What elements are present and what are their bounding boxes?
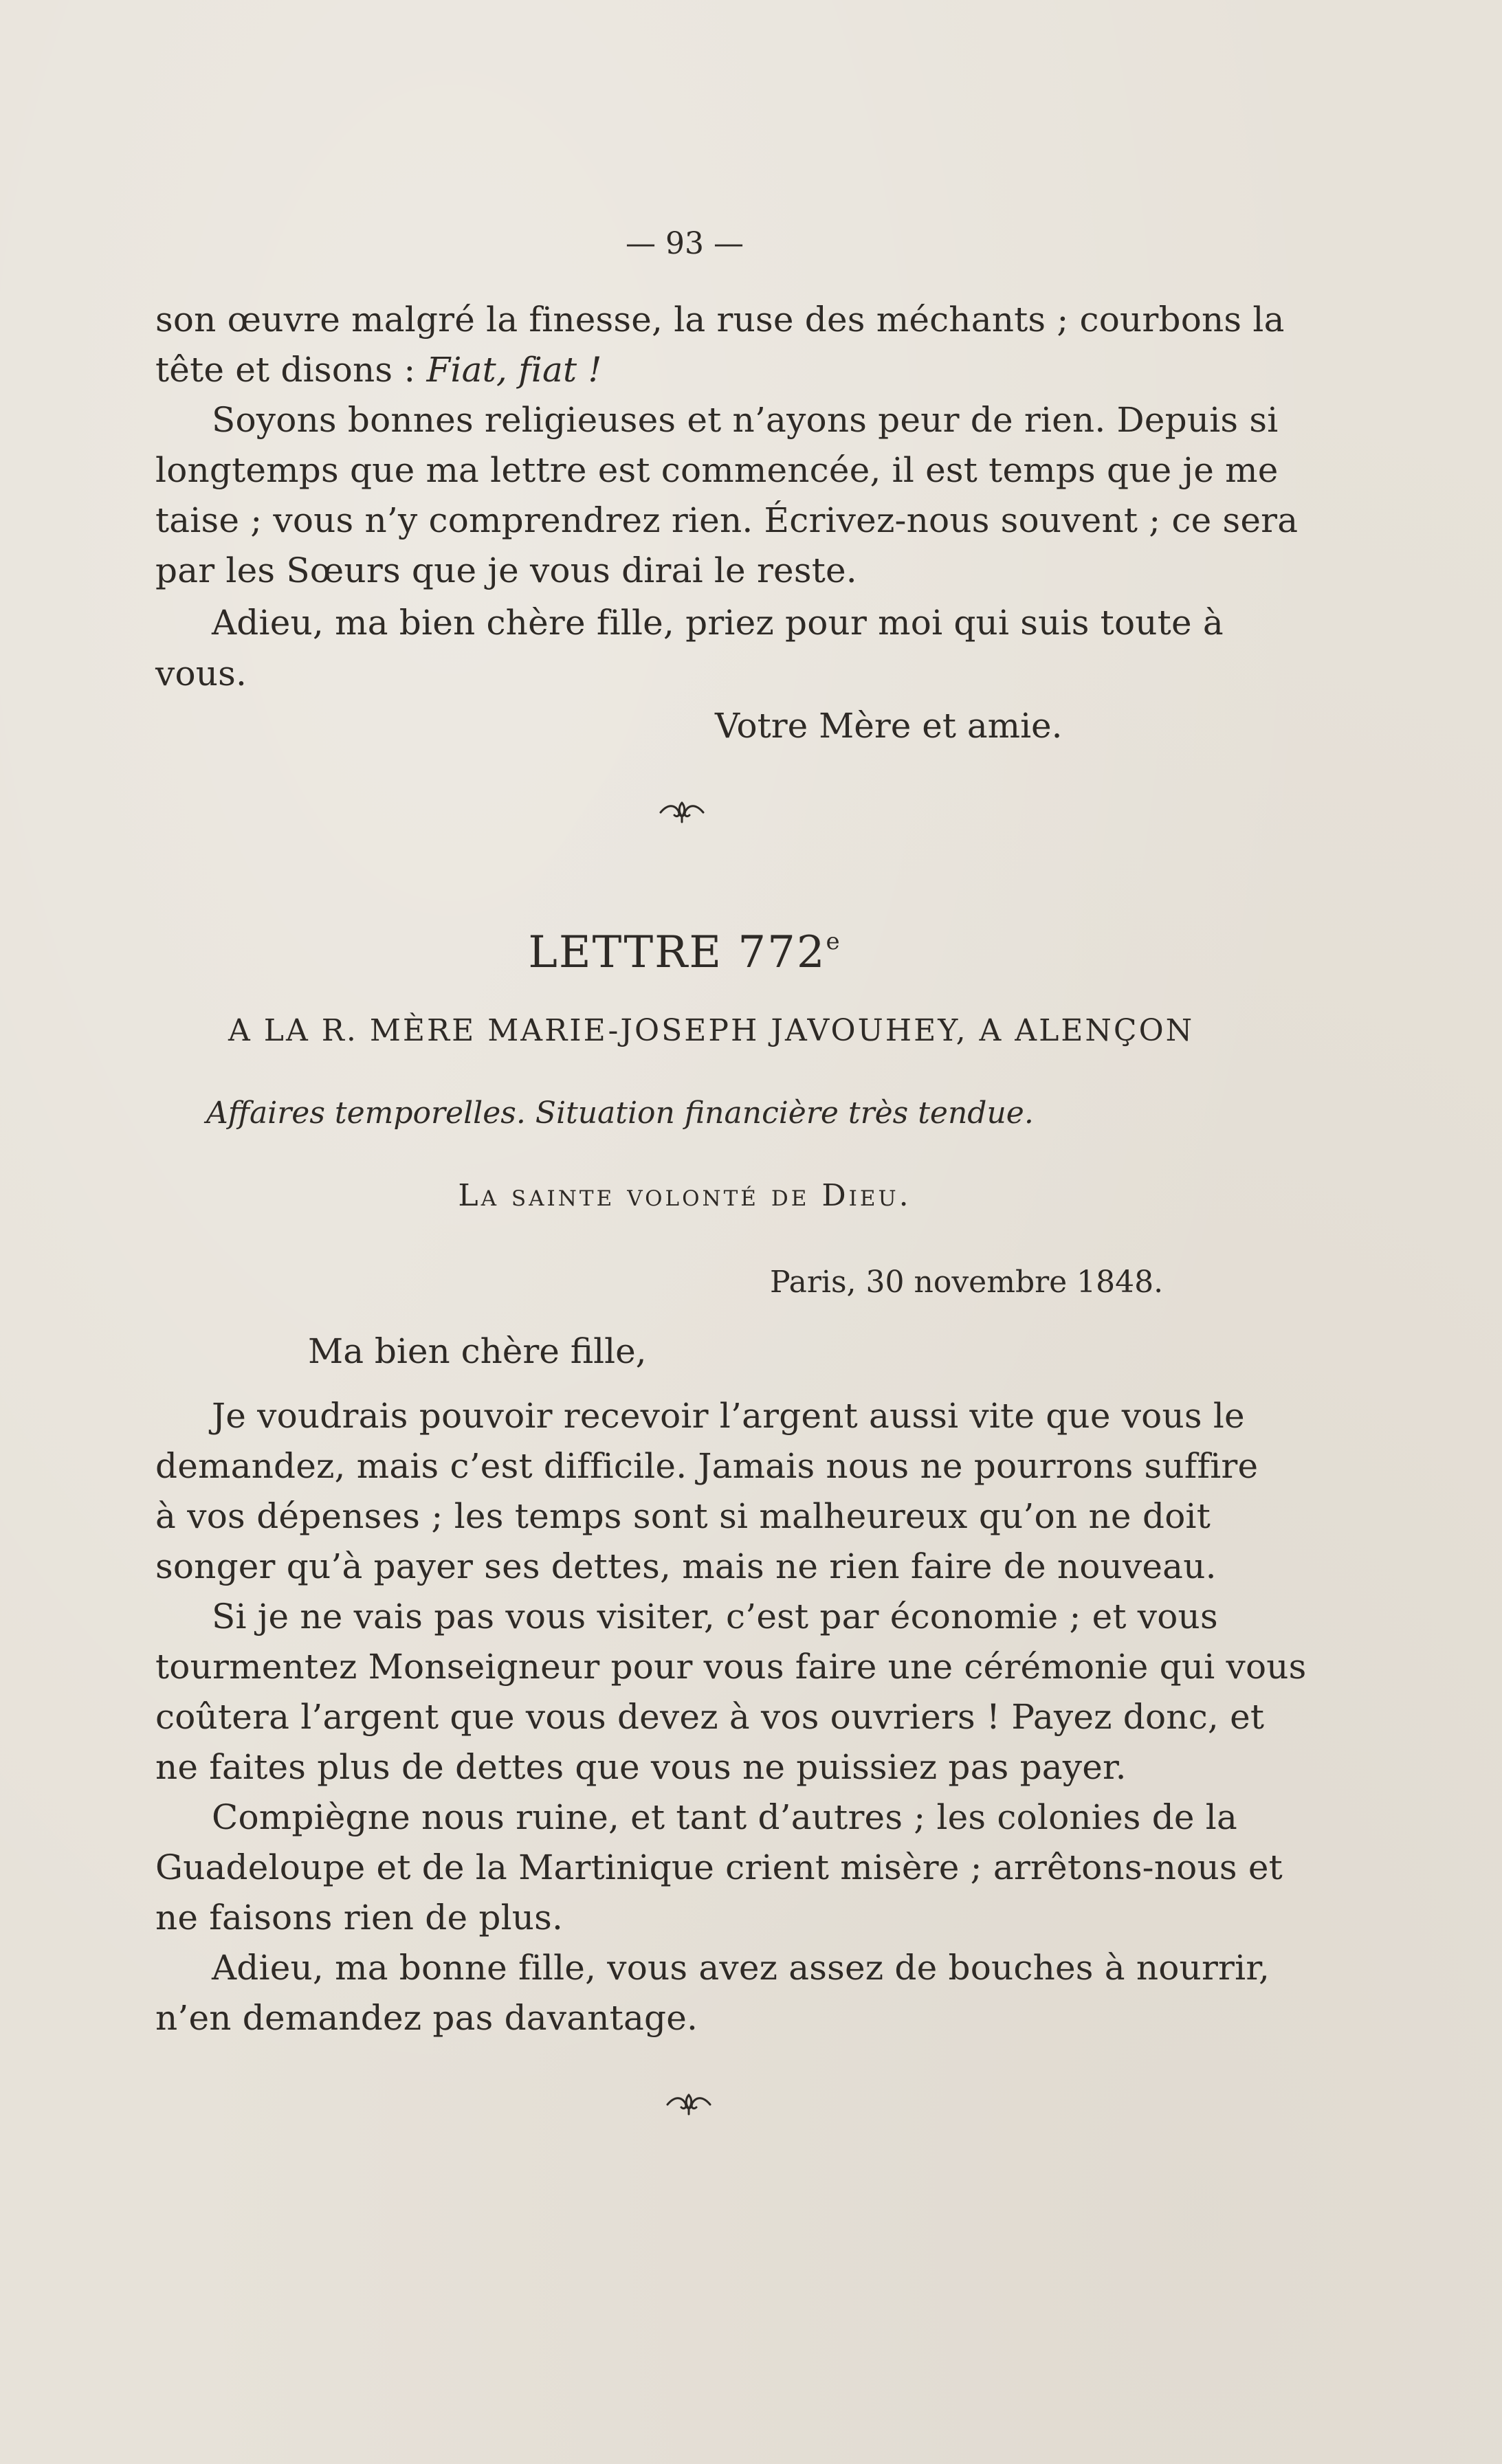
text-line: ne faisons rien de plus. xyxy=(155,1898,564,1938)
title-superscript: e xyxy=(826,928,841,955)
text-line: songer qu’à payer ses dettes, mais ne rien faire de nouveau. xyxy=(155,1546,1217,1586)
text-line: Adieu, ma bien chère fille, priez pour moi qui suis toute à xyxy=(212,603,1224,643)
addressee: A LA R. MÈRE MARIE-JOSEPH JAVOUHEY, A ALENÇON xyxy=(228,1013,1195,1048)
text-line: Soyons bonnes religieuses et n’ayons peur de rien. Depuis si xyxy=(212,400,1279,440)
text-line: son œuvre malgré la finesse, la ruse des méchants ; courbons la xyxy=(155,300,1285,340)
page-number: — 93 — xyxy=(626,226,744,261)
italic-phrase: Fiat, fiat ! xyxy=(426,350,602,390)
motto: La sainte volonté de Dieu. xyxy=(458,1178,912,1213)
title-text: LETTRE 772 xyxy=(528,927,826,978)
text-line: par les Sœurs que je vous dirai le reste. xyxy=(155,551,857,590)
text-line: Si je ne vais pas vous visiter, c’est par économie ; et vous xyxy=(212,1597,1218,1636)
text-line: n’en demandez pas davantage. xyxy=(155,1998,698,2038)
salutation: Ma bien chère fille, xyxy=(308,1331,647,1371)
text-line: Guadeloupe et de la Martinique crient misère ; arrêtons-nous et xyxy=(155,1847,1283,1887)
text-line: vous. xyxy=(155,654,247,693)
text-line: demandez, mais c’est difficile. Jamais nous ne pourrons suffire xyxy=(155,1446,1259,1486)
signature: Votre Mère et amie. xyxy=(715,706,1063,746)
summary: Affaires temporelles. Situation financière très tendue. xyxy=(206,1096,1034,1131)
dateline: Paris, 30 novembre 1848. xyxy=(770,1265,1164,1300)
text-span: tête et disons : xyxy=(155,350,427,390)
fleuron-ornament-icon xyxy=(658,797,706,825)
text-line: Je voudrais pouvoir recevoir l’argent aussi vite que vous le xyxy=(212,1396,1245,1436)
text-line xyxy=(155,349,602,390)
text-line: longtemps que ma lettre est commencée, il est temps que je me xyxy=(155,450,1279,490)
text-line: Compiègne nous ruine, et tant d’autres ; les colonies de la xyxy=(212,1797,1237,1837)
letter-title xyxy=(0,914,1369,980)
text-line: tourmentez Monseigneur pour vous faire une cérémonie qui vous xyxy=(155,1647,1307,1687)
text-line: taise ; vous n’y comprendrez rien. Écrivez-nous souvent ; ce sera xyxy=(155,500,1299,540)
fleuron-ornament-icon xyxy=(665,2089,713,2117)
text-line: coûtera l’argent que vous devez à vos ouvriers ! Payez donc, et xyxy=(155,1697,1265,1737)
text-line: Adieu, ma bonne fille, vous avez assez de bouches à nourrir, xyxy=(212,1948,1270,1988)
text-line: ne faites plus de dettes que vous ne puissiez pas payer. xyxy=(155,1747,1127,1787)
text-line: à vos dépenses ; les temps sont si malheureux qu’on ne doit xyxy=(155,1496,1211,1536)
